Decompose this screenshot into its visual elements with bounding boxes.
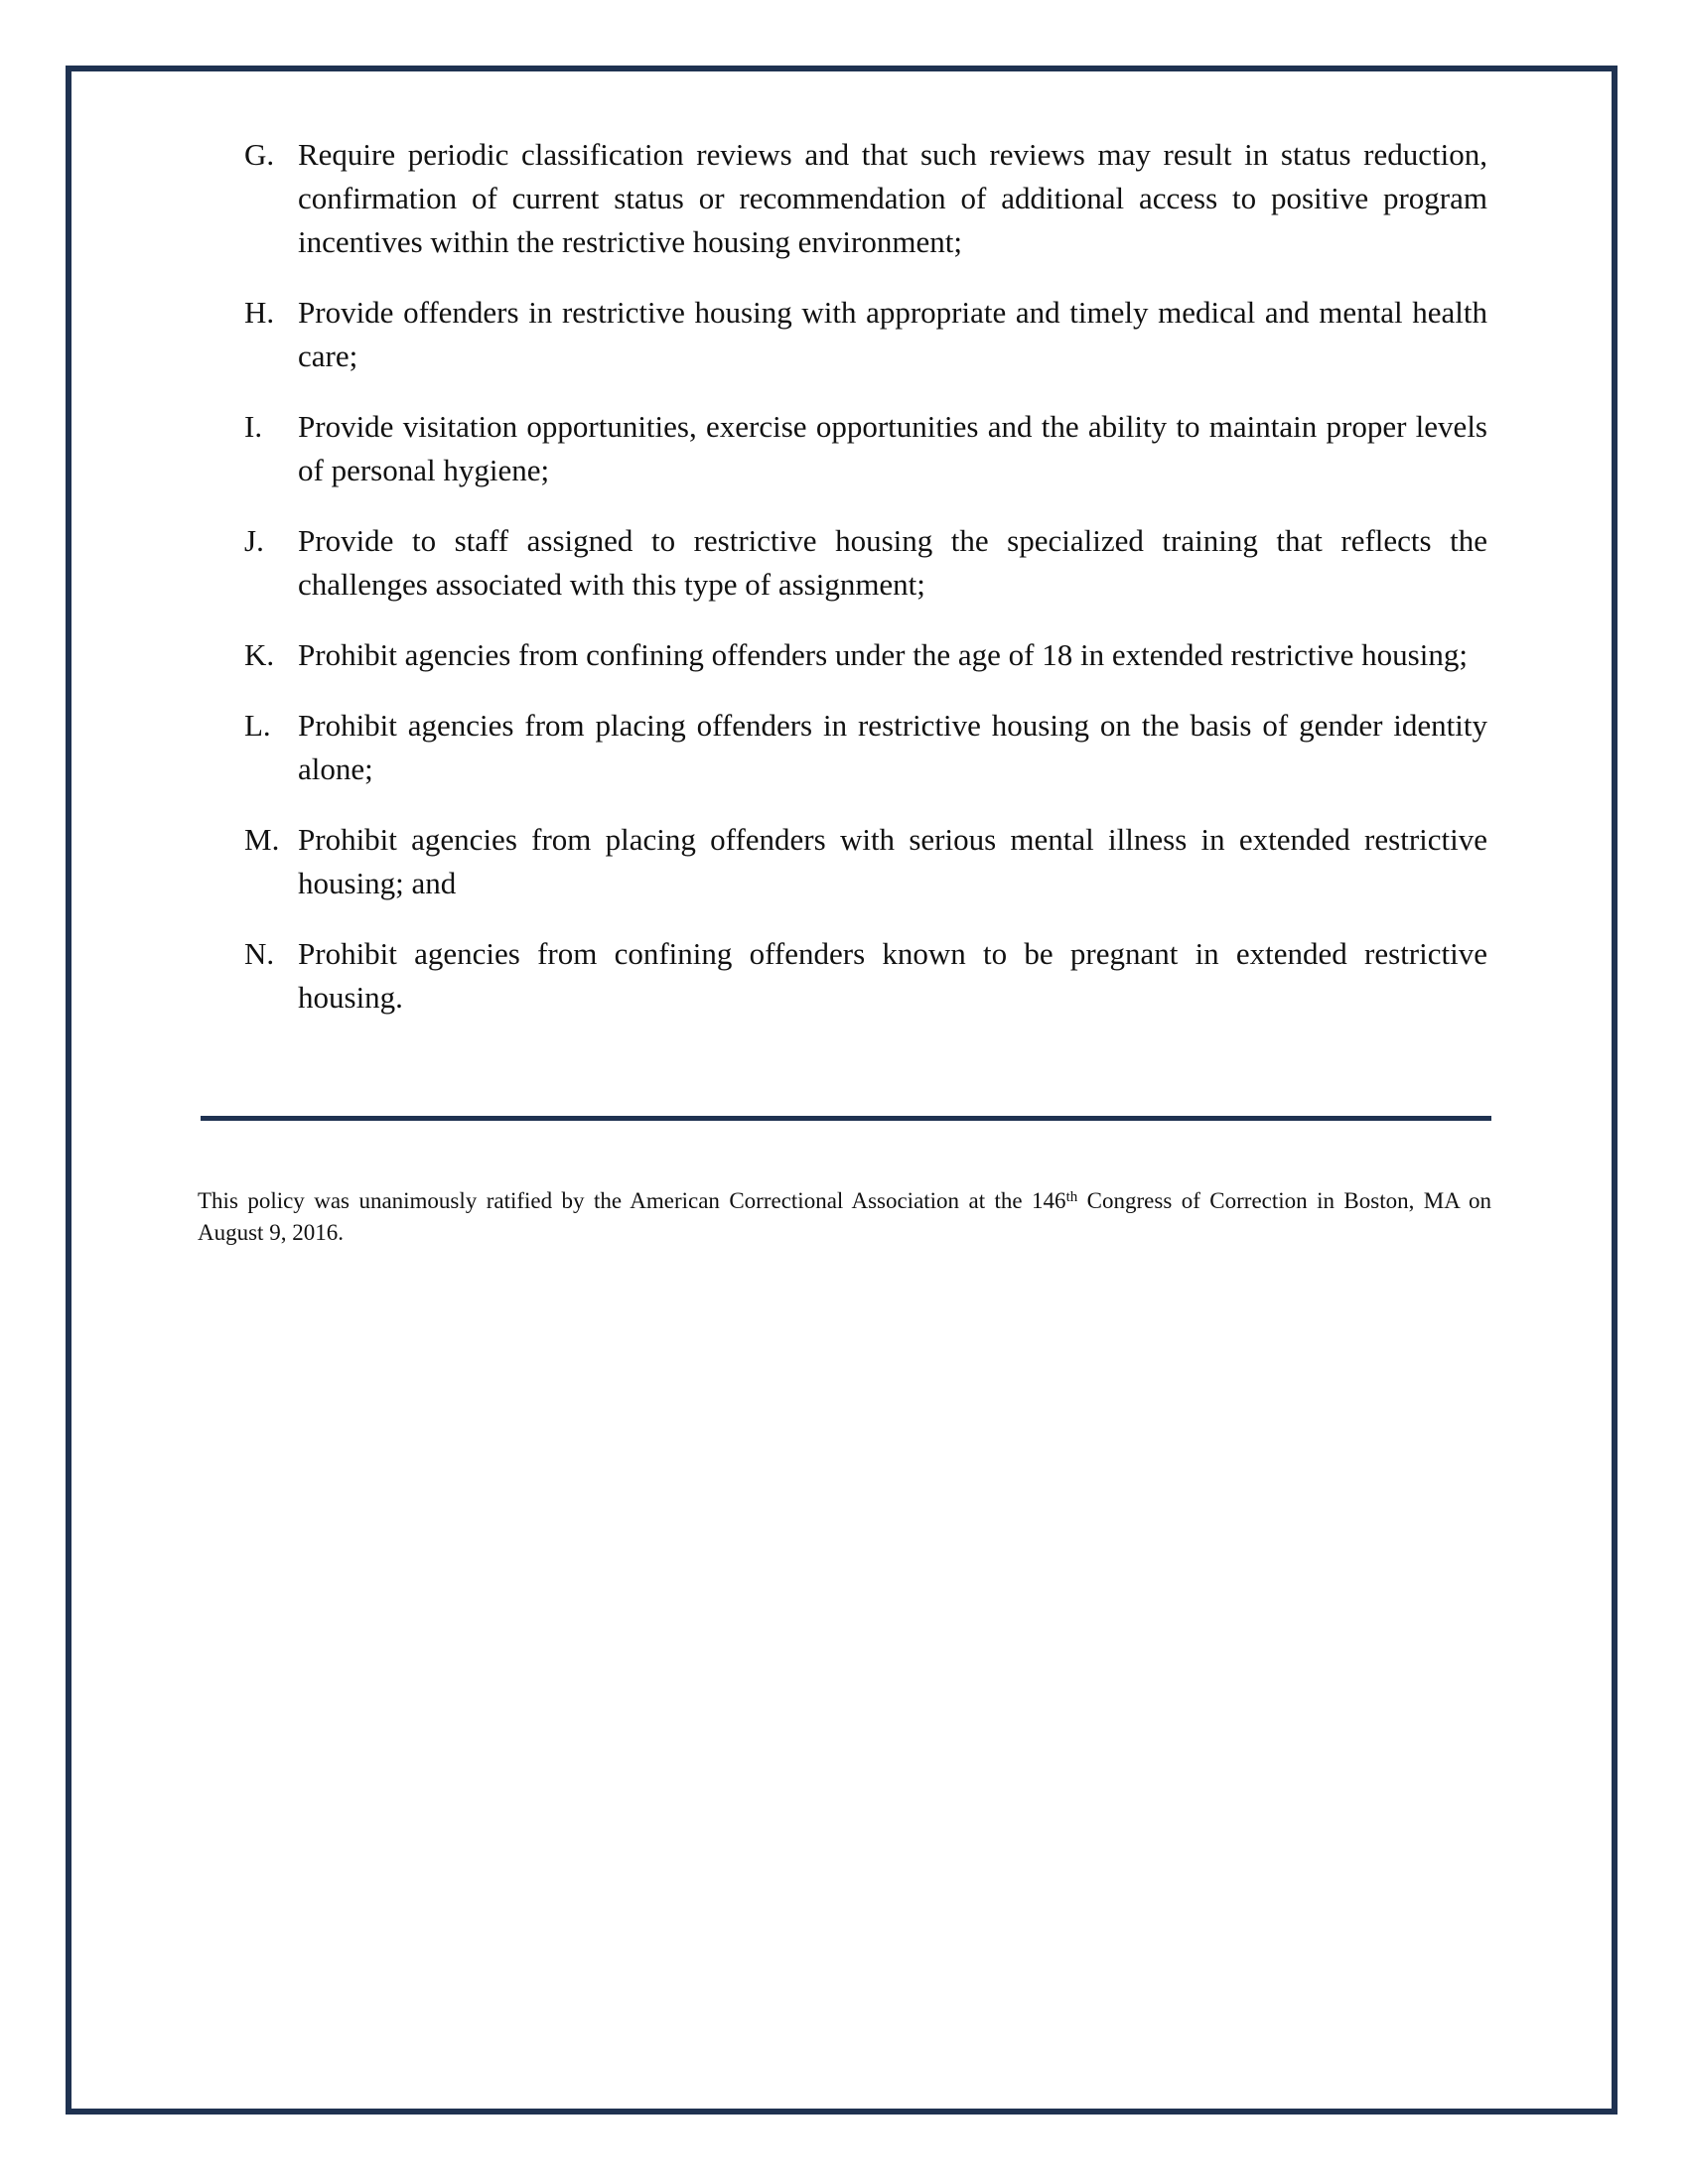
footnote-text-start: This policy was unanimously ratified by the American Correctional Association at the 146	[198, 1188, 1066, 1213]
item-letter: N.	[244, 936, 275, 971]
policy-item-i	[244, 405, 1487, 492]
policy-item-g	[244, 133, 1487, 264]
item-text: Prohibit agencies from confining offenders known to be pregnant in extended restrictive housing.	[298, 936, 1487, 1015]
item-text: Provide to staff assigned to restrictive housing the specialized training that reflects the challenges associated with this type of assignment;	[298, 523, 1487, 602]
item-text: Require periodic classification reviews and that such reviews may result in status reduction, confirmation of current status or recommendation of additional access to positive program incentives within the restrictive housing environment;	[298, 137, 1487, 259]
item-text: Provide visitation opportunities, exercise opportunities and the ability to maintain proper levels of personal hygiene;	[298, 409, 1487, 487]
item-letter: L.	[244, 708, 271, 743]
policy-item-m	[244, 818, 1487, 905]
item-letter: K.	[244, 637, 275, 672]
item-text: Prohibit agencies from placing offenders in restrictive housing on the basis of gender identity alone;	[298, 708, 1487, 786]
item-letter: M.	[244, 822, 280, 857]
item-text: Provide offenders in restrictive housing with appropriate and timely medical and mental health care;	[298, 295, 1487, 373]
ordinal-suffix: th	[1065, 1189, 1078, 1205]
policy-item-l	[244, 704, 1487, 791]
item-text: Prohibit agencies from confining offenders under the age of 18 in extended restrictive housing;	[298, 637, 1468, 672]
footnote-text-end: Congress of Correction in Boston, MA on August 9, 2016.	[198, 1188, 1491, 1245]
policy-item-h	[244, 291, 1487, 378]
section-divider	[201, 1116, 1491, 1121]
policy-item-j	[244, 519, 1487, 607]
item-letter: G.	[244, 137, 275, 172]
item-text: Prohibit agencies from placing offenders with serious mental illness in extended restrictive housing; and	[298, 822, 1487, 900]
policy-item-k	[244, 633, 1487, 677]
item-letter: H.	[244, 295, 275, 330]
ratification-footnote	[198, 1185, 1491, 1249]
item-letter: I.	[244, 409, 263, 444]
policy-item-n	[244, 932, 1487, 1020]
item-letter: J.	[244, 523, 264, 558]
policy-list	[244, 133, 1487, 1046]
